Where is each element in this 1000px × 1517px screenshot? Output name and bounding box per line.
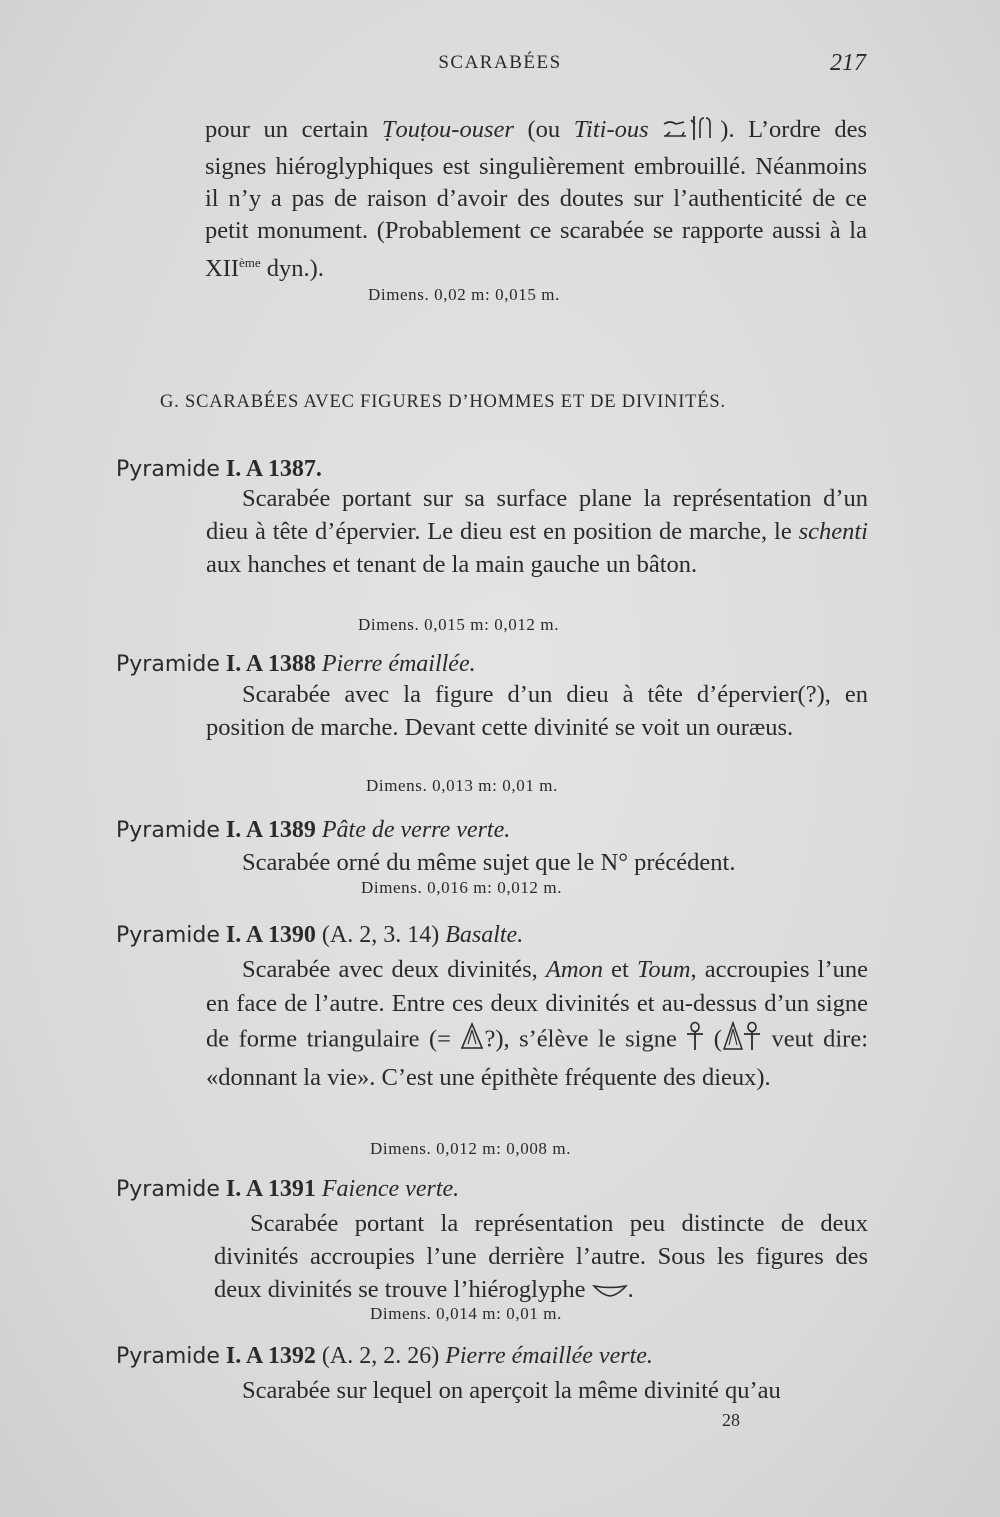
entry-1389-head [116, 817, 510, 844]
intro-superscript: ème [239, 255, 261, 270]
entry-material: Pierre émaillée verte. [445, 1343, 653, 1369]
intro-paragraph [205, 112, 867, 285]
entry-number: I. A 1391 [225, 1176, 316, 1202]
entry-1390-body [206, 953, 868, 1095]
entry-1392-text: Scarabée sur lequel on aperçoit la même divinité qu’au [242, 1377, 781, 1404]
entry-1387-text-2: aux hanches et tenant de la main gauche un bâton. [206, 551, 698, 578]
entry-number: I. A 1392 [225, 1343, 316, 1369]
entry-1387-dimens: Dimens. 0,015 m: 0,012 m. [358, 615, 560, 634]
intro-text-4: dyn.). [260, 255, 324, 282]
entry-1387-text-1: Scarabée portant sur sa surface plane la représentation d’un dieu à tête d’épervier. Le dieu est en position de marche, le [206, 485, 868, 545]
hieroglyph-cartouche-icon [662, 112, 720, 151]
entry-1391-head [116, 1176, 459, 1203]
entry-1388-body [206, 678, 868, 744]
entry-1388-dimens: Dimens. 0,013 m: 0,01 m. [366, 776, 558, 795]
intro-text-2: (ou [513, 116, 574, 144]
entry-1390-text-2: et [603, 956, 637, 983]
entry-number: I. A 1387. [225, 456, 322, 482]
entry-material: Pâte de verre verte. [321, 817, 511, 843]
entry-1390-text-5: ( [713, 1025, 722, 1053]
intro-dimens: Dimens. 0,02 m: 0,015 m. [368, 285, 560, 304]
entry-number: I. A 1389 [225, 817, 316, 843]
entry-material: Faience verte. [321, 1176, 460, 1202]
entry-reference: (A. 2, 2. 26) [321, 1343, 440, 1369]
entry-1390-dimens: Dimens. 0,012 m: 0,008 m. [370, 1139, 572, 1158]
entry-label: Pyramide [116, 1177, 220, 1202]
entry-1391-text-1: Scarabée portant la représentation peu distincte de deux divinités accroupies l’une derrière l’autre. Sous les figures des deux divinités se trouve l’hiéroglyphe [214, 1210, 868, 1303]
entry-1387-term: schenti [798, 518, 868, 545]
triangle-ankh-group-icon [722, 1021, 762, 1061]
entry-1389-body [206, 846, 868, 879]
entry-label: Pyramide [116, 652, 220, 677]
signature-mark: 28 [722, 1410, 740, 1430]
entry-1391-dimens: Dimens. 0,014 m: 0,01 m. [370, 1304, 562, 1323]
entry-1388-text: Scarabée avec la figure d’un dieu à tête d’épervier(?), en position de marche. Devant cette divinité se voit un ouræus. [206, 681, 868, 741]
section-heading: G. SCARABÉES AVEC FIGURES D’HOMMES ET DE DIVINITÉS. [160, 392, 726, 412]
entry-number: I. A 1390 [225, 922, 316, 948]
boat-hieroglyph-icon [592, 1275, 628, 1308]
entry-material: Pierre émaillée. [321, 651, 476, 677]
intro-text-3: ). L’ordre des signes hiéroglyphiques est singulièrement embrouillé. Néanmoins il n’y a pas de raison d’avoir des doutes sur l’authenticité de ce petit monument. (Probablement ce scarabée se rapporte aussi à la XII [205, 116, 867, 282]
entry-1387-head [116, 456, 322, 483]
page-number: 217 [830, 50, 866, 76]
entry-1391-body [214, 1207, 868, 1308]
intro-name-2: Titi-ous [573, 116, 649, 144]
entry-material: Basalte. [445, 922, 524, 948]
entry-1390-text-4: ?), s’élève le signe [484, 1025, 677, 1053]
entry-1392-body [206, 1374, 868, 1407]
entry-1390-text-6: veut dire: «donnant la vie». C’est une épithète fréquente des dieux). [206, 1025, 869, 1091]
entry-1391-text-2: . [627, 1276, 634, 1303]
intro-text-1: pour un certain [205, 116, 382, 144]
running-title: SCARABÉES [438, 52, 562, 73]
triangle-sign-icon [460, 1022, 484, 1060]
entry-reference: (A. 2, 3. 14) [321, 922, 440, 948]
entry-1390-text-1: Scarabée avec deux divinités, [242, 956, 546, 983]
entry-1387-body [206, 482, 868, 581]
entry-1388-head [116, 651, 476, 678]
entry-1390-text-3: , accroupies l’une en face de l’autre. Entre ces deux divinités et au-dessus d’un signe de forme triangulaire (= [206, 956, 868, 1053]
entry-1389-dimens: Dimens. 0,016 m: 0,012 m. [361, 878, 563, 897]
entry-number: I. A 1388 [225, 651, 316, 677]
entry-label: Pyramide [116, 1344, 220, 1369]
entry-1390-god-2: Toum [636, 956, 691, 983]
running-head [0, 50, 1000, 80]
entry-label: Pyramide [116, 818, 220, 843]
entry-1390-head [116, 922, 523, 949]
entry-label: Pyramide [116, 457, 220, 482]
intro-name-1: Ṭouṭou-ouser [381, 116, 514, 144]
entry-1392-head [116, 1343, 653, 1370]
entry-label: Pyramide [116, 923, 220, 948]
ankh-sign-icon [686, 1021, 704, 1061]
entry-1389-text: Scarabée orné du même sujet que le N° précédent. [242, 849, 736, 876]
entry-1390-god-1: Amon [545, 956, 604, 983]
